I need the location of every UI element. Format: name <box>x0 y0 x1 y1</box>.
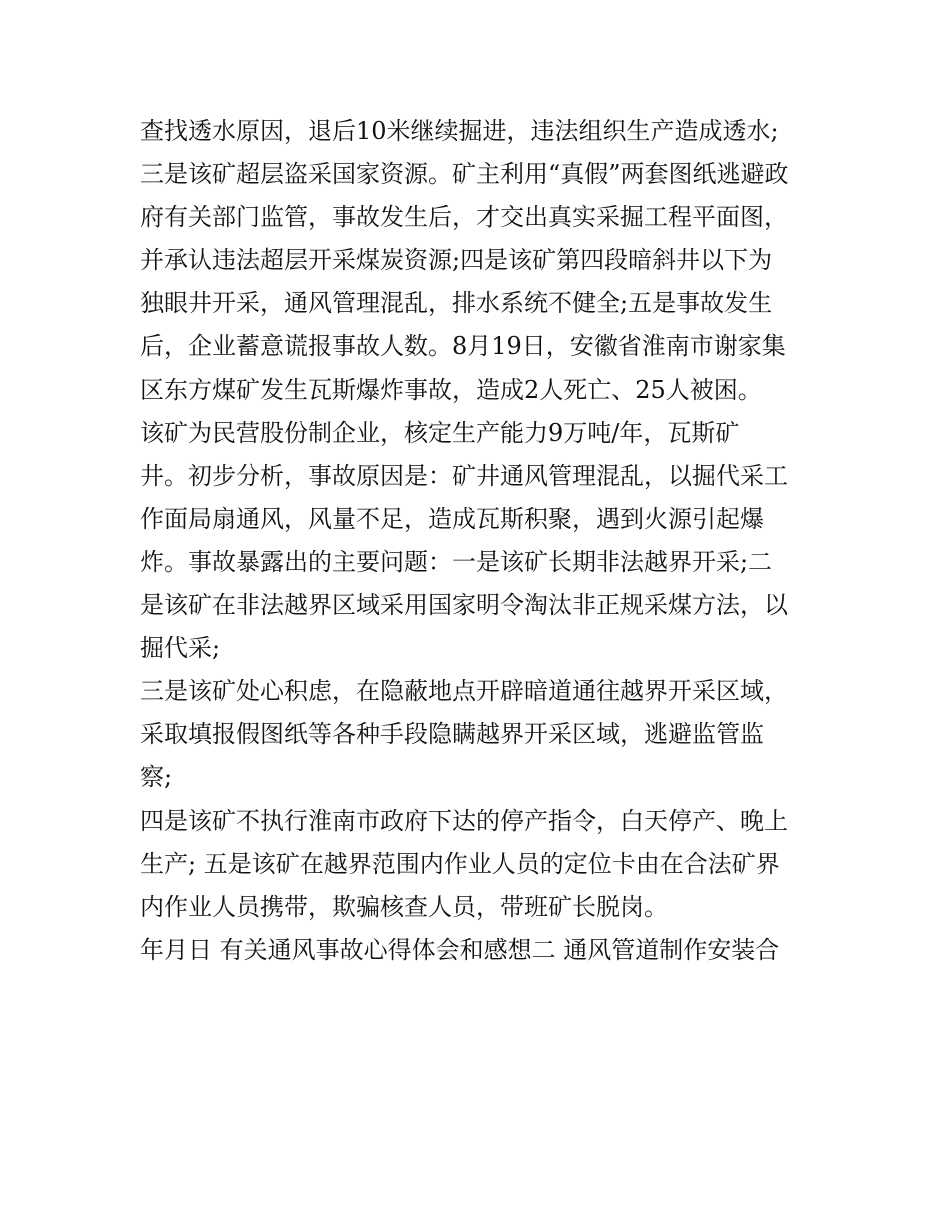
text-line-19: 内作业人员携带，欺骗核查人员，带班矿长脱岗。 <box>140 892 668 921</box>
text-line-9: 井。初步分析，事故原因是：矿井通风管理混乱，以掘代采工 <box>140 461 788 490</box>
text-line-20: 年月日 有关通风事故心得体会和感想二 通风管道制作安装合 <box>140 935 780 964</box>
text-line-4: 并承认违法超层开采煤炭资源;四是该矿第四段暗斜井以下为 <box>140 246 773 275</box>
text-line-11: 炸。事故暴露出的主要问题：一是该矿长期非法越界开采;二 <box>140 547 773 576</box>
text-line-7: 区东方煤矿发生瓦斯爆炸事故，造成2人死亡、25人被困。 <box>140 375 762 404</box>
text-line-6: 后，企业蓄意谎报事故人数。8月19日，安徽省淮南市谢家集 <box>140 332 786 361</box>
text-line-16: 察; <box>140 763 173 792</box>
text-line-3: 府有关部门监管，事故发生后，才交出真实采掘工程平面图， <box>140 203 788 232</box>
text-line-12: 是该矿在非法越界区域采用国家明令淘汰非正规采煤方法，以 <box>140 591 788 620</box>
text-line-2: 三是该矿超层盗采国家资源。矿主利用“真假”两套图纸逃避政 <box>140 160 789 189</box>
text-line-17: 四是该矿不执行淮南市政府下达的停产指令，白天停产、晚上 <box>140 806 788 835</box>
text-line-15: 采取填报假图纸等各种手段隐瞒越界开采区域，逃避监管监 <box>140 720 764 749</box>
text-line-14: 三是该矿处心积虑，在隐蔽地点开辟暗道通往越界开采区域， <box>140 677 788 706</box>
text-line-1: 查找透水原因，退后10米继续掘进，违法组织生产造成透水; <box>140 117 779 145</box>
text-line-13: 掘代采; <box>140 634 221 663</box>
text-line-8: 该矿为民营股份制企业，核定生产能力9万吨/年，瓦斯矿 <box>140 418 740 447</box>
text-line-10: 作面局扇通风，风量不足，造成瓦斯积聚，遇到火源引起爆 <box>140 504 764 533</box>
text-line-18: 生产; 五是该矿在越界范围内作业人员的定位卡由在合法矿界 <box>140 849 780 878</box>
body-text <box>140 110 820 972</box>
text-line-5: 独眼井开采，通风管理混乱，排水系统不健全;五是事故发生 <box>140 289 773 318</box>
